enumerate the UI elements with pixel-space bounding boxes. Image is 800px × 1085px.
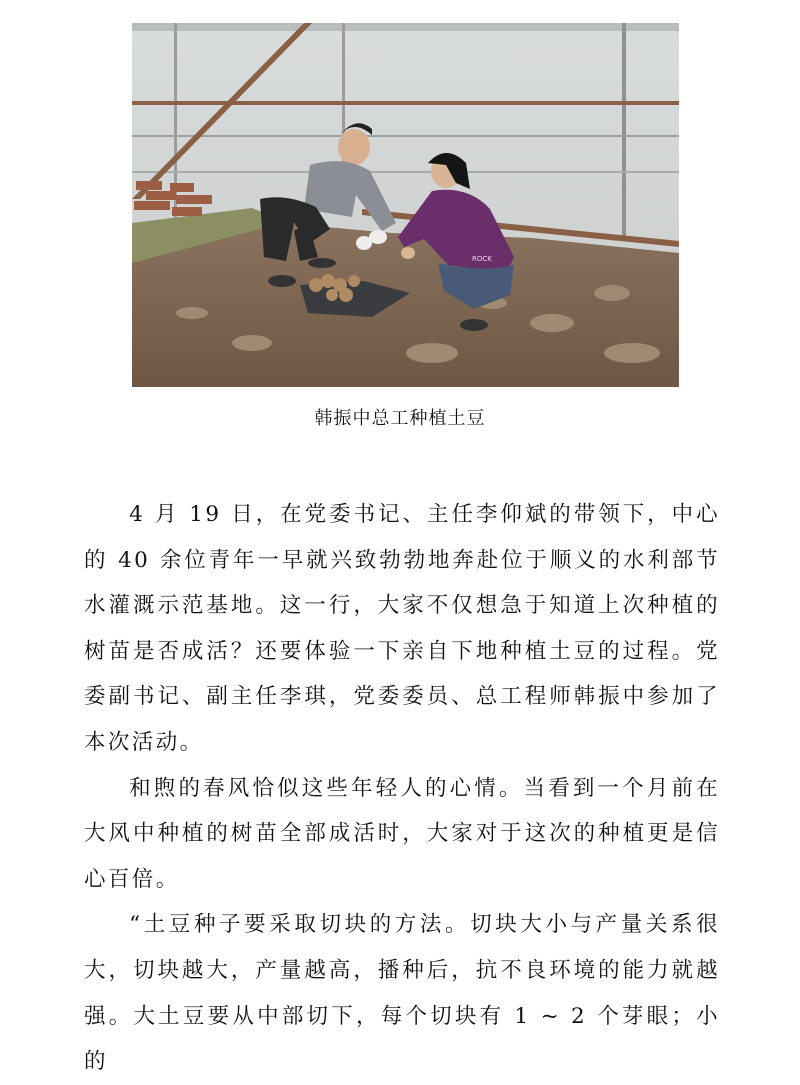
paragraph: 和煦的春风恰似这些年轻人的心情。当看到一个月前在大风中种植的树苗全部成活时，大家对于这次的种植更是信心百倍。 — [84, 775, 720, 892]
photo-caption: 韩振中总工种植土豆 — [314, 408, 486, 429]
greenhouse-photo — [132, 23, 679, 387]
paragraph: “土豆种子要采取切块的方法。切块大小与产量关系很大，切块越大，产量越高，播种后，抗不良环境的能力就越强。大土豆要从中部切下，每个切块有 1 ~ 2 个芽眼；小的 — [84, 912, 720, 1075]
article-body — [84, 492, 720, 1085]
paragraph: 4 月 19 日，在党委书记、主任李仰斌的带领下，中心的 40 余位青年一早就兴致勃勃地奔赴位于顺义的水利部节水灌溉示范基地。这一行，大家不仅想急于知道上次种植的树苗是否成活？还要体验一下亲自下地种植土豆的过程。党委副书记、副主任李琪，党委委员、总工程师韩振中参加了本次活动。 — [84, 502, 720, 755]
sweatshirt-print: ROCK — [472, 255, 492, 263]
